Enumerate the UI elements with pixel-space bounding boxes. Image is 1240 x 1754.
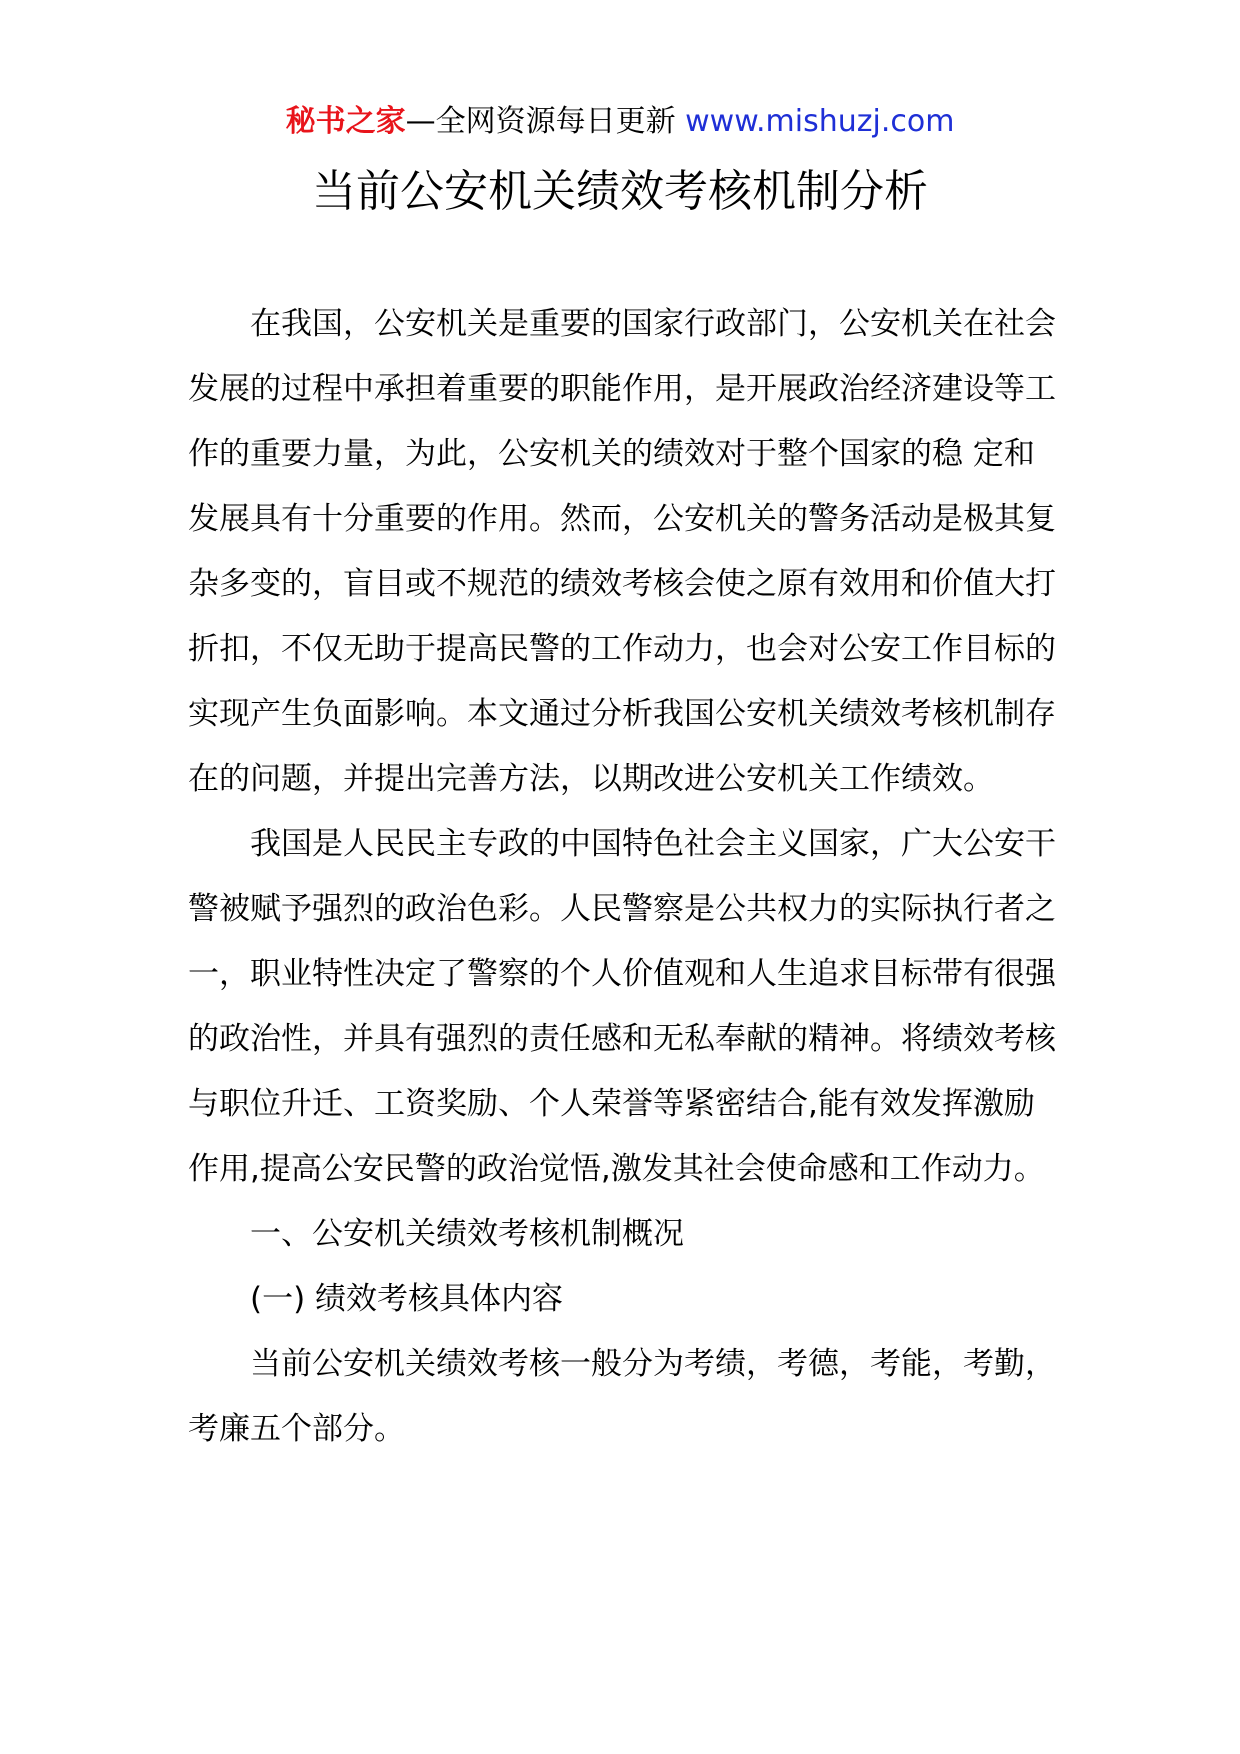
brand-name: 秘书之家 bbox=[285, 104, 406, 139]
banner-url[interactable]: www.mishuzj.com bbox=[685, 104, 955, 139]
document-title: 当前公安机关绩效考核机制分析 bbox=[312, 166, 928, 217]
subsection-heading: (一) 绩效考核具体内容 bbox=[250, 1281, 564, 1317]
banner-tagline: —全网资源每日更新 bbox=[405, 104, 686, 139]
site-banner bbox=[0, 100, 1240, 144]
paragraph-background: 我国是人民民主专政的中国特色社会主义国家，广大公安干警被赋予强烈的政治色彩。人民警察是公共权力的实际执行者之一，职业特性决定了警察的个人价值观和人生追求目标带有很强的政治性，并具有强烈的责任感和无私奉献的精神。将绩效考核与职位升迁、工资奖励、个人荣誉等紧密结合,能有效发挥激励作用,提高公安民警的政治觉悟,激发其社会使命感和工作动力。 bbox=[188, 826, 1056, 1187]
paragraph-content: 当前公安机关绩效考核一般分为考绩，考德，考能，考勤，考廉五个部分。 bbox=[188, 1346, 1056, 1447]
paragraph-intro: 在我国，公安机关是重要的国家行政部门，公安机关在社会发展的过程中承担着重要的职能作用，是开展政治经济建设等工作的重要力量，为此，公安机关的绩效对于整个国家的稳 定和发展具有十分重要的作用。然而，公安机关的警务活动是极其复杂多变的，盲目或不规范的绩效考核会使之原有效用和价值大打折扣，不仅无助于提高民警的工作动力，也会对公安工作目标的实现产生负面影响。本文通过分析我国公安机关绩效考核机制存在的问题，并提出完善方法，以期改进公安机关工作绩效。 bbox=[188, 306, 1056, 797]
section-heading: 一、公安机关绩效考核机制概况 bbox=[250, 1216, 684, 1252]
document-body bbox=[188, 292, 1058, 1462]
